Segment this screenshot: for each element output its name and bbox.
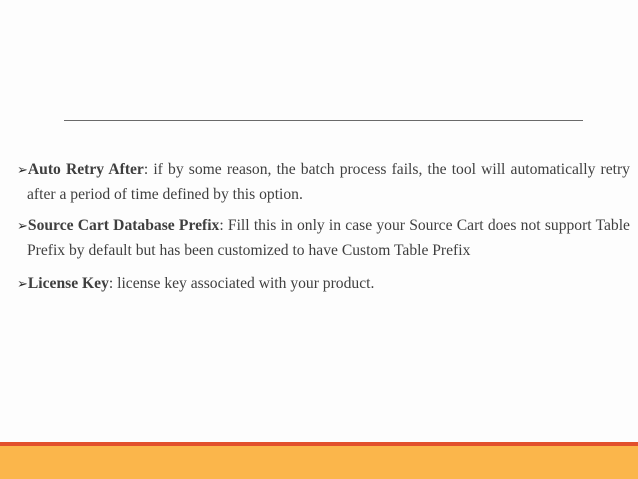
bullet-source-cart-database-prefix xyxy=(17,214,630,263)
bullet-auto-retry-after xyxy=(17,158,630,207)
bullet-license-key xyxy=(17,272,630,297)
arrowhead-bullet-icon: ➢ xyxy=(17,277,28,292)
bullet-term: License Key xyxy=(27,275,109,292)
bullet-term: Auto Retry After xyxy=(27,161,144,178)
bullet-text: : license key associated with your product. xyxy=(108,275,375,292)
footer-band xyxy=(0,446,638,479)
bullet-term: Source Cart Database Prefix xyxy=(27,217,220,234)
bullet-text: : Fill this in only in case your Source Cart does not support Table Prefix by default but has been customized to have Custom Table Prefix xyxy=(27,217,630,259)
arrowhead-bullet-icon: ➢ xyxy=(17,219,28,234)
bullet-text: : if by some reason, the batch process fails, the tool will automatically retry after a period of time defined by this option. xyxy=(27,161,630,203)
title-divider-line xyxy=(64,120,583,121)
arrowhead-bullet-icon: ➢ xyxy=(17,163,28,178)
slide-body xyxy=(17,158,630,309)
